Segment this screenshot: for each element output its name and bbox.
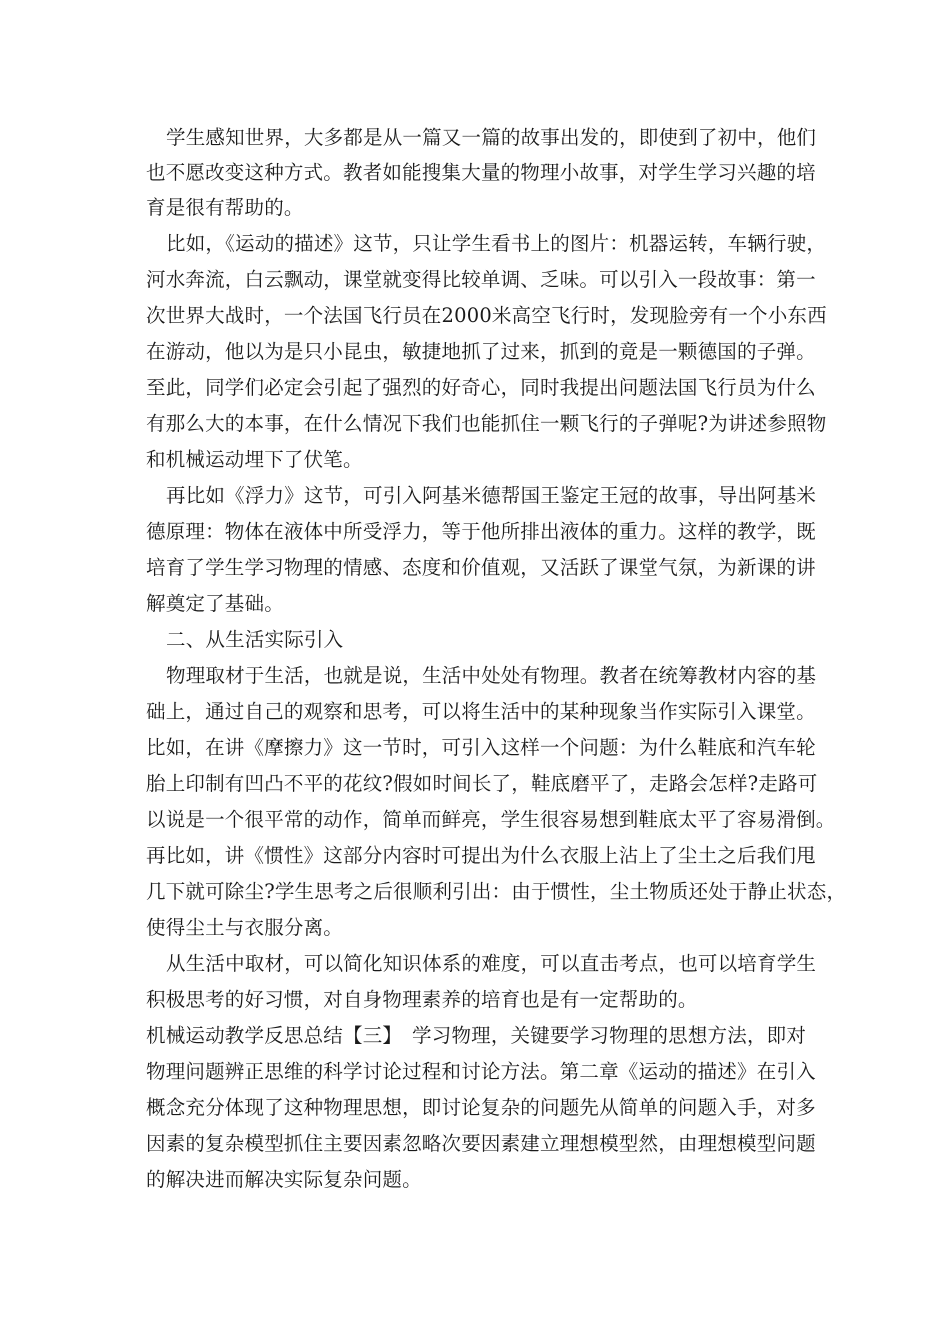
text-line: 几下就可除尘?学生思考之后很顺利引出：由于惯性，尘土物质还处于静止状态，: [146, 880, 847, 903]
text-line: 的解决进而解决实际复杂问题。: [146, 1168, 422, 1191]
text-line: 有那么大的本事，在什么情况下我们也能抓住一颗飞行的子弹呢?为讲述参照物: [146, 412, 827, 435]
text-line: 物理问题辨正思维的科学讨论过程和讨论方法。第二章《运动的描述》在引入: [146, 1060, 816, 1083]
text-line: 机械运动教学反思总结【三】 学习物理，关键要学习物理的思想方法，即对: [146, 1024, 807, 1047]
text-line: 和机械运动埋下了伏笔。: [146, 448, 363, 471]
text-line: 德原理：物体在液体中所受浮力，等于他所排出液体的重力。这样的教学，既: [146, 520, 816, 543]
text-line: 学生感知世界，大多都是从一篇又一篇的故事出发的，即使到了初中，他们: [166, 126, 817, 149]
text-line: 以说是一个很平常的动作，简单而鲜亮，学生很容易想到鞋底太平了容易滑倒。: [146, 808, 836, 831]
text-line: 物理取材于生活，也就是说，生活中处处有物理。教者在统筹教材内容的基: [166, 664, 817, 687]
text-line: 培育了学生学习物理的情感、态度和价值观，又活跃了课堂气氛，为新课的讲: [146, 556, 816, 579]
text-line: 积极思考的好习惯，对自身物理素养的培育也是有一定帮助的。: [146, 988, 698, 1011]
text-line: 使得尘土与衣服分离。: [146, 916, 344, 939]
text-line: 在游动，他以为是只小昆虫，敏捷地抓了过来，抓到的竟是一颗德国的子弹。: [146, 340, 816, 363]
text-line: 至此，同学们必定会引起了强烈的好奇心，同时我提出问题法国飞行员为什么: [146, 376, 816, 399]
text-line: 育是很有帮助的。: [146, 196, 304, 219]
text-line: 再比如《浮力》这节，可引入阿基米德帮国王鉴定王冠的故事，导出阿基米: [166, 484, 817, 507]
text-line: 比如，在讲《摩擦力》这一节时，可引入这样一个问题：为什么鞋底和汽车轮: [146, 736, 816, 759]
text-line: 解奠定了基础。: [146, 592, 284, 615]
text-line: 再比如，讲《惯性》这部分内容时可提出为什么衣服上沾上了尘土之后我们甩: [146, 844, 816, 867]
text-line: 胎上印制有凹凸不平的花纹?假如时间长了，鞋底磨平了，走路会怎样?走路可: [146, 772, 818, 795]
section-heading: 二、从生活实际引入: [166, 628, 344, 651]
text-line: 从生活中取材，可以简化知识体系的难度，可以直击考点，也可以培育学生: [166, 952, 817, 975]
text-line: 础上，通过自己的观察和思考，可以将生活中的某种现象当作实际引入课堂。: [146, 700, 816, 723]
text-line: 次世界大战时，一个法国飞行员在2000米高空飞行时，发现脸旁有一个小东西: [146, 304, 827, 327]
text-line: 因素的复杂模型抓住主要因素忽略次要因素建立理想模型然，由理想模型问题: [146, 1132, 816, 1155]
text-line: 河水奔流，白云飘动，课堂就变得比较单调、乏味。可以引入一段故事：第一: [146, 268, 816, 291]
text-line: 比如，《运动的描述》这节，只让学生看书上的图片：机器运转，车辆行驶，: [166, 232, 827, 255]
text-line: 概念充分体现了这种物理思想，即讨论复杂的问题先从简单的问题入手，对多: [146, 1096, 816, 1119]
text-line: 也不愿改变这种方式。教者如能搜集大量的物理小故事，对学生学习兴趣的培: [146, 161, 816, 184]
